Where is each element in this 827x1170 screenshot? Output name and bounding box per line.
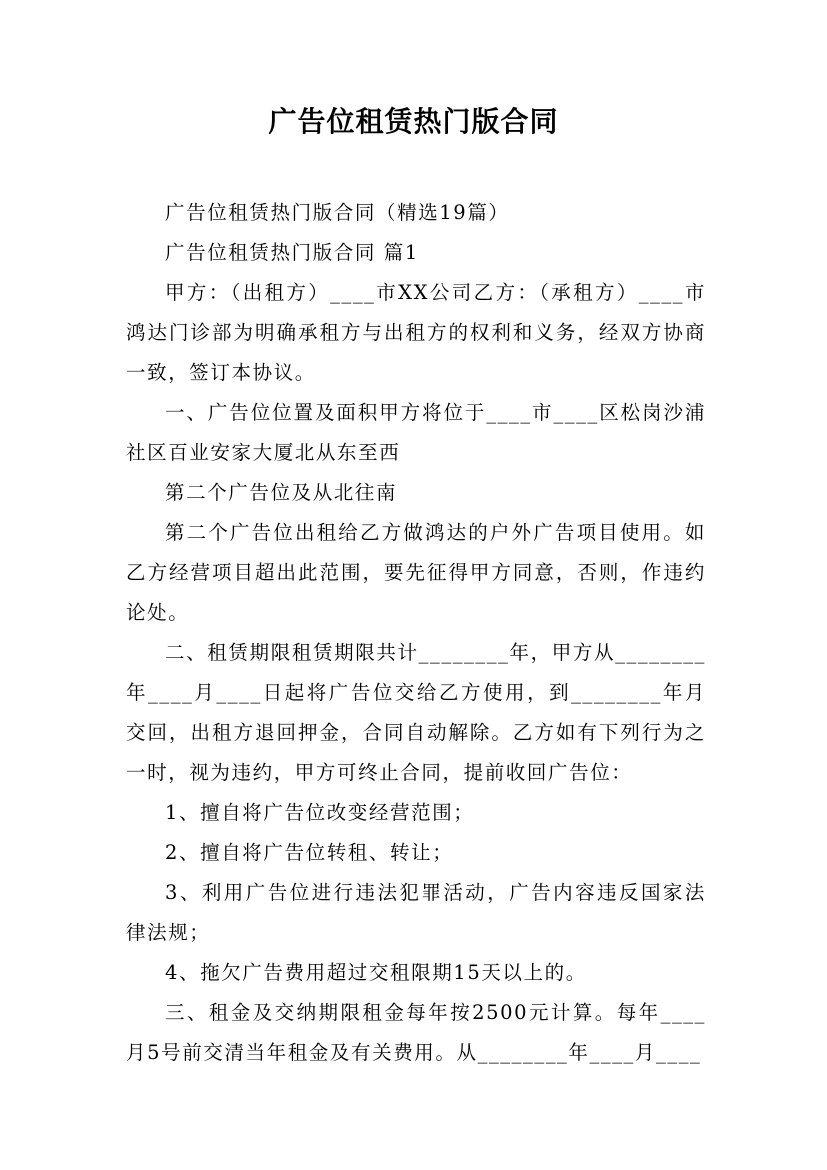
paragraph-section-heading: 广告位租赁热门版合同 篇1	[165, 241, 419, 264]
paragraph-subtitle: 广告位租赁热门版合同（精选19篇）	[165, 201, 510, 224]
paragraph-item-4: 4、拖欠广告费用超过交租限期15天以上的。	[165, 961, 587, 984]
paragraph-item-3: 3、利用广告位进行违法犯罪活动，广告内容违反国家法律法规；	[126, 881, 706, 944]
paragraph-item-2: 2、擅自将广告位转租、转让；	[165, 841, 454, 864]
paragraph-item-1: 1、擅自将广告位改变经营范围；	[165, 801, 475, 824]
paragraph-clause-1: 一、广告位位置及面积甲方将位于____市____区松岗沙浦社区百业安家大厦北从东至西	[126, 401, 706, 464]
paragraph-clause-2: 二、租赁期限租赁期限共计________年，甲方从________年____月____日起将广告位交给乙方使用，到________年月交回，出租方退回押金，合同自动解除。乙方如有下列行为之一时，视为违约，甲方可终止合同，提前收回广告位：	[126, 641, 706, 784]
document-body	[126, 193, 706, 1073]
paragraph-parties: 甲方：（出租方）____市XX公司乙方：（承租方）____市鸿达门诊部为明确承租方与出租方的权利和义务，经双方协商一致，签订本协议。	[126, 281, 706, 384]
paragraph-clause-1-cont: 第二个广告位及从北往南	[165, 481, 398, 504]
document-title: 广告位租赁热门版合同	[268, 105, 559, 138]
paragraph-clause-3: 三、租金及交纳期限租金每年按2500元计算。每年____月5号前交清当年租金及有关费用。从________年____月____	[126, 1001, 706, 1064]
paragraph-clause-1-usage: 第二个广告位出租给乙方做鸿达的户外广告项目使用。如乙方经营项目超出此范围，要先征得甲方同意，否则，作违约论处。	[126, 521, 706, 624]
